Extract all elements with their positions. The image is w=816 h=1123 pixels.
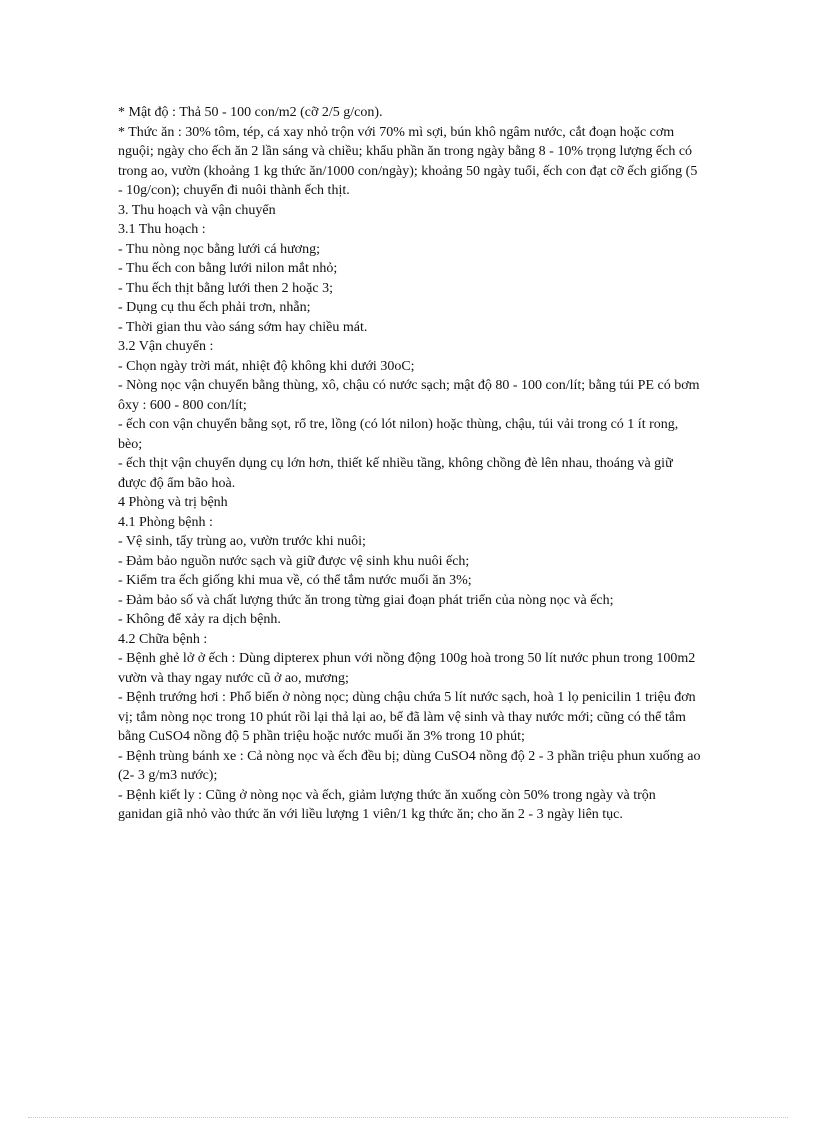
heading-transport: 3.2 Vận chuyển : — [118, 339, 214, 354]
list-item: - Bệnh kiết ly : Cũng ở nòng nọc và ếch, giảm lượng thức ăn xuống còn 50% trong ngày và trộn ganidan giã nhỏ vào thức ăn với liều lượng 1 viên/1 kg thức ăn; cho ăn 2 - 3 ngày liên tục. — [118, 787, 656, 822]
list-item: - Đảm bảo số và chất lượng thức ăn trong từng giai đoạn phát triển của nòng nọc và ếch; — [118, 592, 614, 608]
heading-harvest: 3.1 Thu hoạch : — [118, 222, 206, 237]
heading-harvest-and-transport: 3. Thu hoạch và vận chuyển — [118, 202, 276, 218]
document-body — [118, 103, 703, 825]
list-item: - Bệnh ghẻ lở ở ếch : Dùng dipterex phun với nồng động 100g hoà trong 50 lít nước phun trong 100m2 vườn và thay ngay nước cũ ở ao, mương; — [118, 651, 696, 686]
list-item: - ếch thịt vận chuyển dụng cụ lớn hơn, thiết kế nhiều tầng, không chồng đè lên nhau, thoáng và giữ được độ ẩm bão hoà. — [118, 456, 673, 491]
list-item: - Thu nòng nọc bằng lưới cá hương; — [118, 241, 320, 257]
heading-disease-treatment: 4.2 Chữa bệnh : — [118, 631, 208, 647]
list-item: - Dụng cụ thu ếch phải trơn, nhẵn; — [118, 300, 311, 315]
list-item: - Bệnh trướng hơi : Phổ biến ở nòng nọc; dùng chậu chứa 5 lít nước sạch, hoà 1 lọ penicilin 1 triệu đơn vị; tắm nòng nọc trong 10 phút rồi lại thả lại ao, bể đã làm vệ sinh và thay nước mới; cũng có thể tắm bằng CuSO4 nồng độ 5 phần triệu hoặc nước muối ăn 3% trong 10 phút; — [118, 690, 696, 744]
paragraph-stocking-density: * Mật độ : Thả 50 - 100 con/m2 (cỡ 2/5 g/con). — [118, 105, 383, 120]
list-item: - Đảm bảo nguồn nước sạch và giữ được vệ sinh khu nuôi ếch; — [118, 553, 470, 569]
list-item: - Bệnh trùng bánh xe : Cả nòng nọc và ếch đều bị; dùng CuSO4 nồng độ 2 - 3 phần triệu phun xuống ao (2- 3 g/m3 nước); — [118, 748, 701, 783]
list-item: - Thu ếch thịt bằng lưới then 2 hoặc 3; — [118, 280, 333, 296]
list-item: - Thu ếch con bằng lưới nilon mắt nhỏ; — [118, 261, 338, 276]
list-item: - Vệ sinh, tẩy trùng ao, vườn trước khi nuôi; — [118, 534, 366, 549]
list-item: - Kiểm tra ếch giống khi mua về, có thể tắm nước muối ăn 3%; — [118, 573, 472, 588]
list-item: - Nòng nọc vận chuyển bằng thùng, xô, chậu có nước sạch; mật độ 80 - 100 con/lít; bằng túi PE có bơm ôxy : 600 - 800 con/lít; — [118, 378, 700, 413]
list-item: - Thời gian thu vào sáng sớm hay chiều mát. — [118, 319, 368, 335]
list-item: - ếch con vận chuyển bằng sọt, rổ tre, lồng (có lót nilon) hoặc thùng, chậu, túi vải trong có 1 ít rong, bèo; — [118, 417, 679, 452]
list-item: - Không để xảy ra dịch bệnh. — [118, 612, 281, 627]
heading-disease-prevention-and-treatment: 4 Phòng và trị bệnh — [118, 495, 228, 510]
paragraph-feed: * Thức ăn : 30% tôm, tép, cá xay nhỏ trộn với 70% mì sợi, bún khô ngâm nước, cắt đoạn hoặc cơm nguội; ngày cho ếch ăn 2 lần sáng và chiều; khẩu phần ăn trong ngày bằng 8 - 10% trọng lượng ếch có trong ao, vườn (khoảng 1 kg thức ăn/1000 con/ngày); khoảng 50 ngày tuổi, ếch con đạt cỡ ếch giống (5 - 10g/con); chuyển đi nuôi thành ếch thịt. — [118, 124, 698, 198]
list-item: - Chọn ngày trời mát, nhiệt độ không khi dưới 30oC; — [118, 358, 415, 374]
page-bottom-border — [28, 1117, 788, 1118]
heading-disease-prevention: 4.1 Phòng bệnh : — [118, 514, 213, 530]
